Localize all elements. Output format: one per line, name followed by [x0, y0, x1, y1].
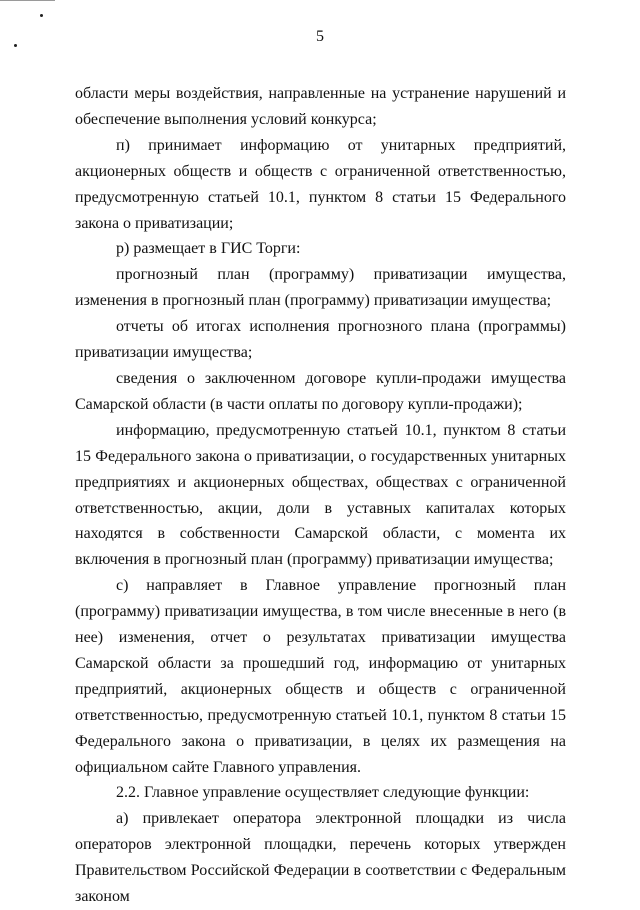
- paragraph: информацию, предусмотренную статьей 10.1, пунктом 8 статьи 15 Федерального закона о приватизации, о государственных унитарных предприятиях и акционерных обществах, обществах с ограниченной ответственностью, акции, доли в уставных капиталах которых находятся в собственности Самарской области, с момента их включения в прогнозный план (программу) приватизации имущества;: [75, 421, 566, 569]
- paragraph: области меры воздействия, направленные на устранение нарушений и обеспечение выполнения условий конкурса;: [75, 85, 566, 128]
- paragraph: 2.2. Главное управление осуществляет следующие функции:: [116, 784, 530, 802]
- paragraph: а) привлекает оператора электронной площадки из числа операторов электронной площадки, перечень которых утвержден Правительством Российской Федерации в соответствии с Федеральным законом: [75, 810, 566, 906]
- paragraph: отчеты об итогах исполнения прогнозного плана (программы) приватизации имущества;: [75, 318, 566, 362]
- paragraph: р) размещает в ГИС Торги:: [116, 240, 301, 258]
- paragraph: сведения о заключенном договоре купли-продажи имущества Самарской области (в части оплаты по договору купли-продажи);: [75, 369, 566, 413]
- scan-speck: [40, 14, 43, 17]
- paragraph: с) направляет в Главное управление прогнозный план (программу) приватизации имущества, в том числе внесенные в него (в нее) изменения, отчет о результатах приватизации имущества Самарской области за прошедший год, информацию от унитарных предприятий, акционерных обществ и обществ с ограниченной ответственностью, предусмотренную статьей 10.1, пунктом 8 статьи 15 Федерального закона о приватизации, в целях их размещения на официальном сайте Главного управления.: [75, 577, 566, 776]
- paragraph: прогнозный план (программу) приватизации имущества, изменения в прогнозный план (программу) приватизации имущества;: [75, 266, 566, 310]
- paragraph: п) принимает информацию от унитарных предприятий, акционерных обществ и обществ с ограниченной ответственностью, предусмотренную статьей 10.1, пунктом 8 статьи 15 Федерального закона о приватизации;: [75, 136, 566, 232]
- document-body: [75, 81, 566, 910]
- top-rule: [0, 0, 55, 1]
- page-number: 5: [316, 28, 324, 45]
